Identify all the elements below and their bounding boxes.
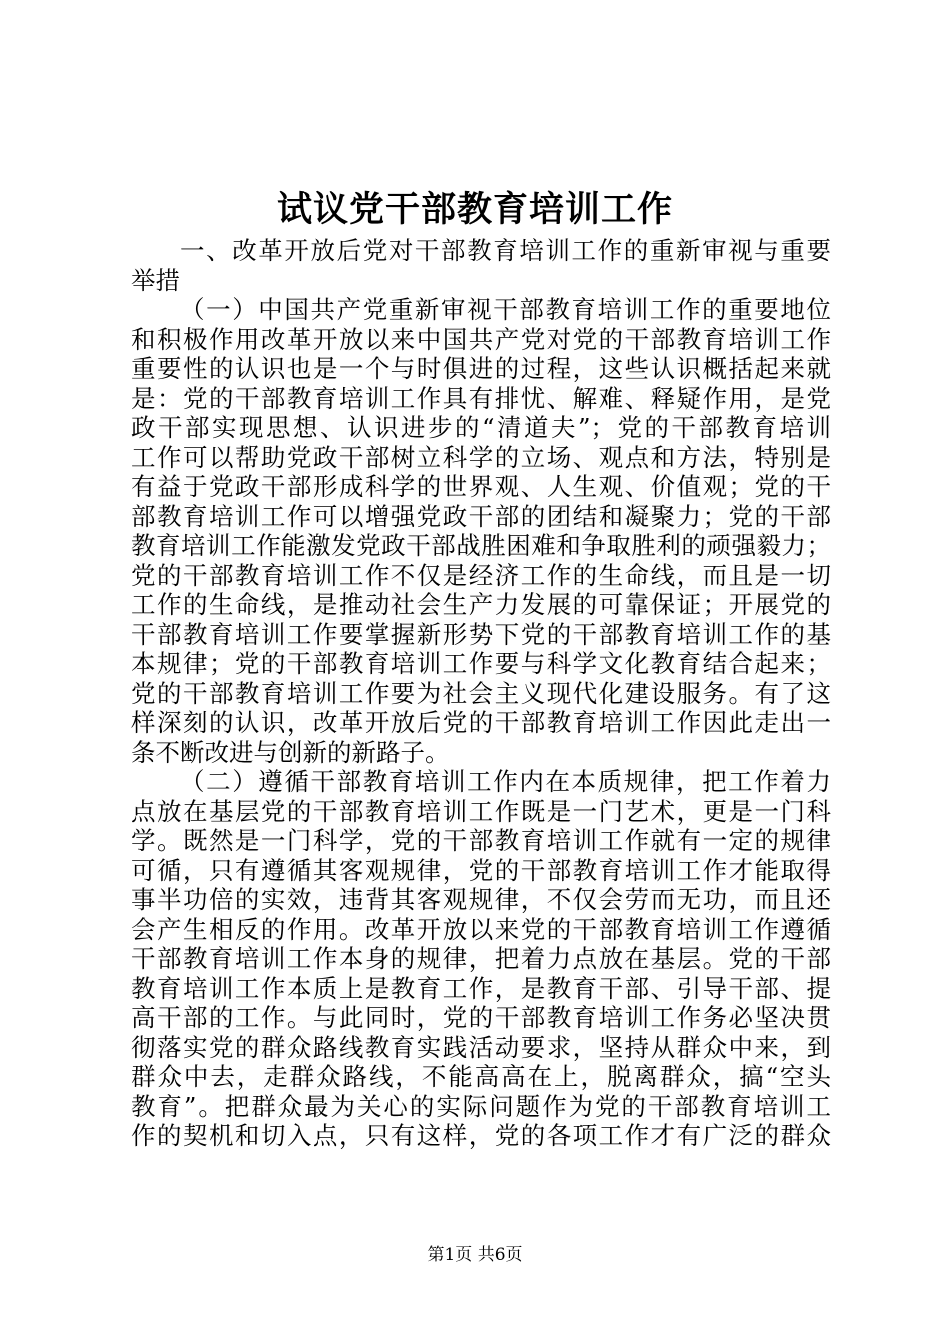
text-line: 高干部的工作。与此同时，党的干部教育培训工作务必坚决贯 xyxy=(131,1003,831,1032)
text-line: 本规律；党的干部教育培训工作要与科学文化教育结合起来； xyxy=(131,649,831,678)
text-line: 和积极作用改革开放以来中国共产党对党的干部教育培训工作 xyxy=(131,324,831,354)
text-line: 重要性的认识也是一个与时俱进的过程，这些认识概括起来就 xyxy=(131,354,831,383)
text-line: 群众中去，走群众路线，不能高高在上，脱离群众，搞“空头 xyxy=(131,1062,831,1091)
text-line: 工作的生命线，是推动社会生产力发展的可靠保证；开展党的 xyxy=(131,590,831,619)
text-line: （一）中国共产党重新审视干部教育培训工作的重要地位 xyxy=(180,295,831,324)
text-line: 学。既然是一门科学，党的干部教育培训工作就有一定的规律 xyxy=(131,826,831,855)
document-title: 试议党干部教育培训工作 xyxy=(276,189,673,230)
text-line: 事半功倍的实效，违背其客观规律，不仅会劳而无功，而且还 xyxy=(131,885,831,914)
text-line: 教育培训工作本质上是教育工作，是教育干部、引导干部、提 xyxy=(131,973,831,1003)
text-line: 工作可以帮助党政干部树立科学的立场、观点和方法，特别是 xyxy=(131,442,831,472)
text-line: 样深刻的认识，改革开放后党的干部教育培训工作因此走出一 xyxy=(131,708,831,737)
text-line: 政干部实现思想、认识进步的“清道夫”；党的干部教育培训 xyxy=(131,413,831,442)
text-line: 教育”。把群众最为关心的实际问题作为党的干部教育培训工 xyxy=(131,1091,831,1121)
text-line: 党的干部教育培训工作不仅是经济工作的生命线，而且是一切 xyxy=(131,560,831,590)
text-line: 党的干部教育培训工作要为社会主义现代化建设服务。有了这 xyxy=(131,678,831,708)
text-line: 干部教育培训工作本身的规律，把着力点放在基层。党的干部 xyxy=(131,944,831,973)
text-line: 可循，只有遵循其客观规律，党的干部教育培训工作才能取得 xyxy=(131,855,831,885)
text-line: 条不断改进与创新的新路子。 xyxy=(131,737,450,767)
text-line: 点放在基层党的干部教育培训工作既是一门艺术，更是一门科 xyxy=(131,796,831,826)
text-line: 有益于党政干部形成科学的世界观、人生观、价值观；党的干 xyxy=(131,472,831,501)
text-line: （二）遵循干部教育培训工作内在本质规律，把工作着力 xyxy=(180,767,831,796)
text-line: 是：党的干部教育培训工作具有排忧、解难、释疑作用，是党 xyxy=(131,383,831,413)
text-line: 举措 xyxy=(131,265,180,295)
text-line: 彻落实党的群众路线教育实践活动要求，坚持从群众中来，到 xyxy=(131,1032,831,1062)
text-line: 作的契机和切入点，只有这样，党的各项工作才有广泛的群众 xyxy=(131,1121,831,1150)
text-line: 一、改革开放后党对干部教育培训工作的重新审视与重要 xyxy=(180,236,831,265)
document-body xyxy=(131,236,831,1151)
text-line: 部教育培训工作可以增强党政干部的团结和凝聚力；党的干部 xyxy=(131,501,831,531)
text-line: 干部教育培训工作要掌握新形势下党的干部教育培训工作的基 xyxy=(131,619,831,649)
text-line: 教育培训工作能激发党政干部战胜困难和争取胜利的顽强毅力； xyxy=(131,531,831,560)
text-line: 会产生相反的作用。改革开放以来党的干部教育培训工作遵循 xyxy=(131,914,831,944)
page-footer: 第1页 共6页 xyxy=(427,1245,523,1265)
